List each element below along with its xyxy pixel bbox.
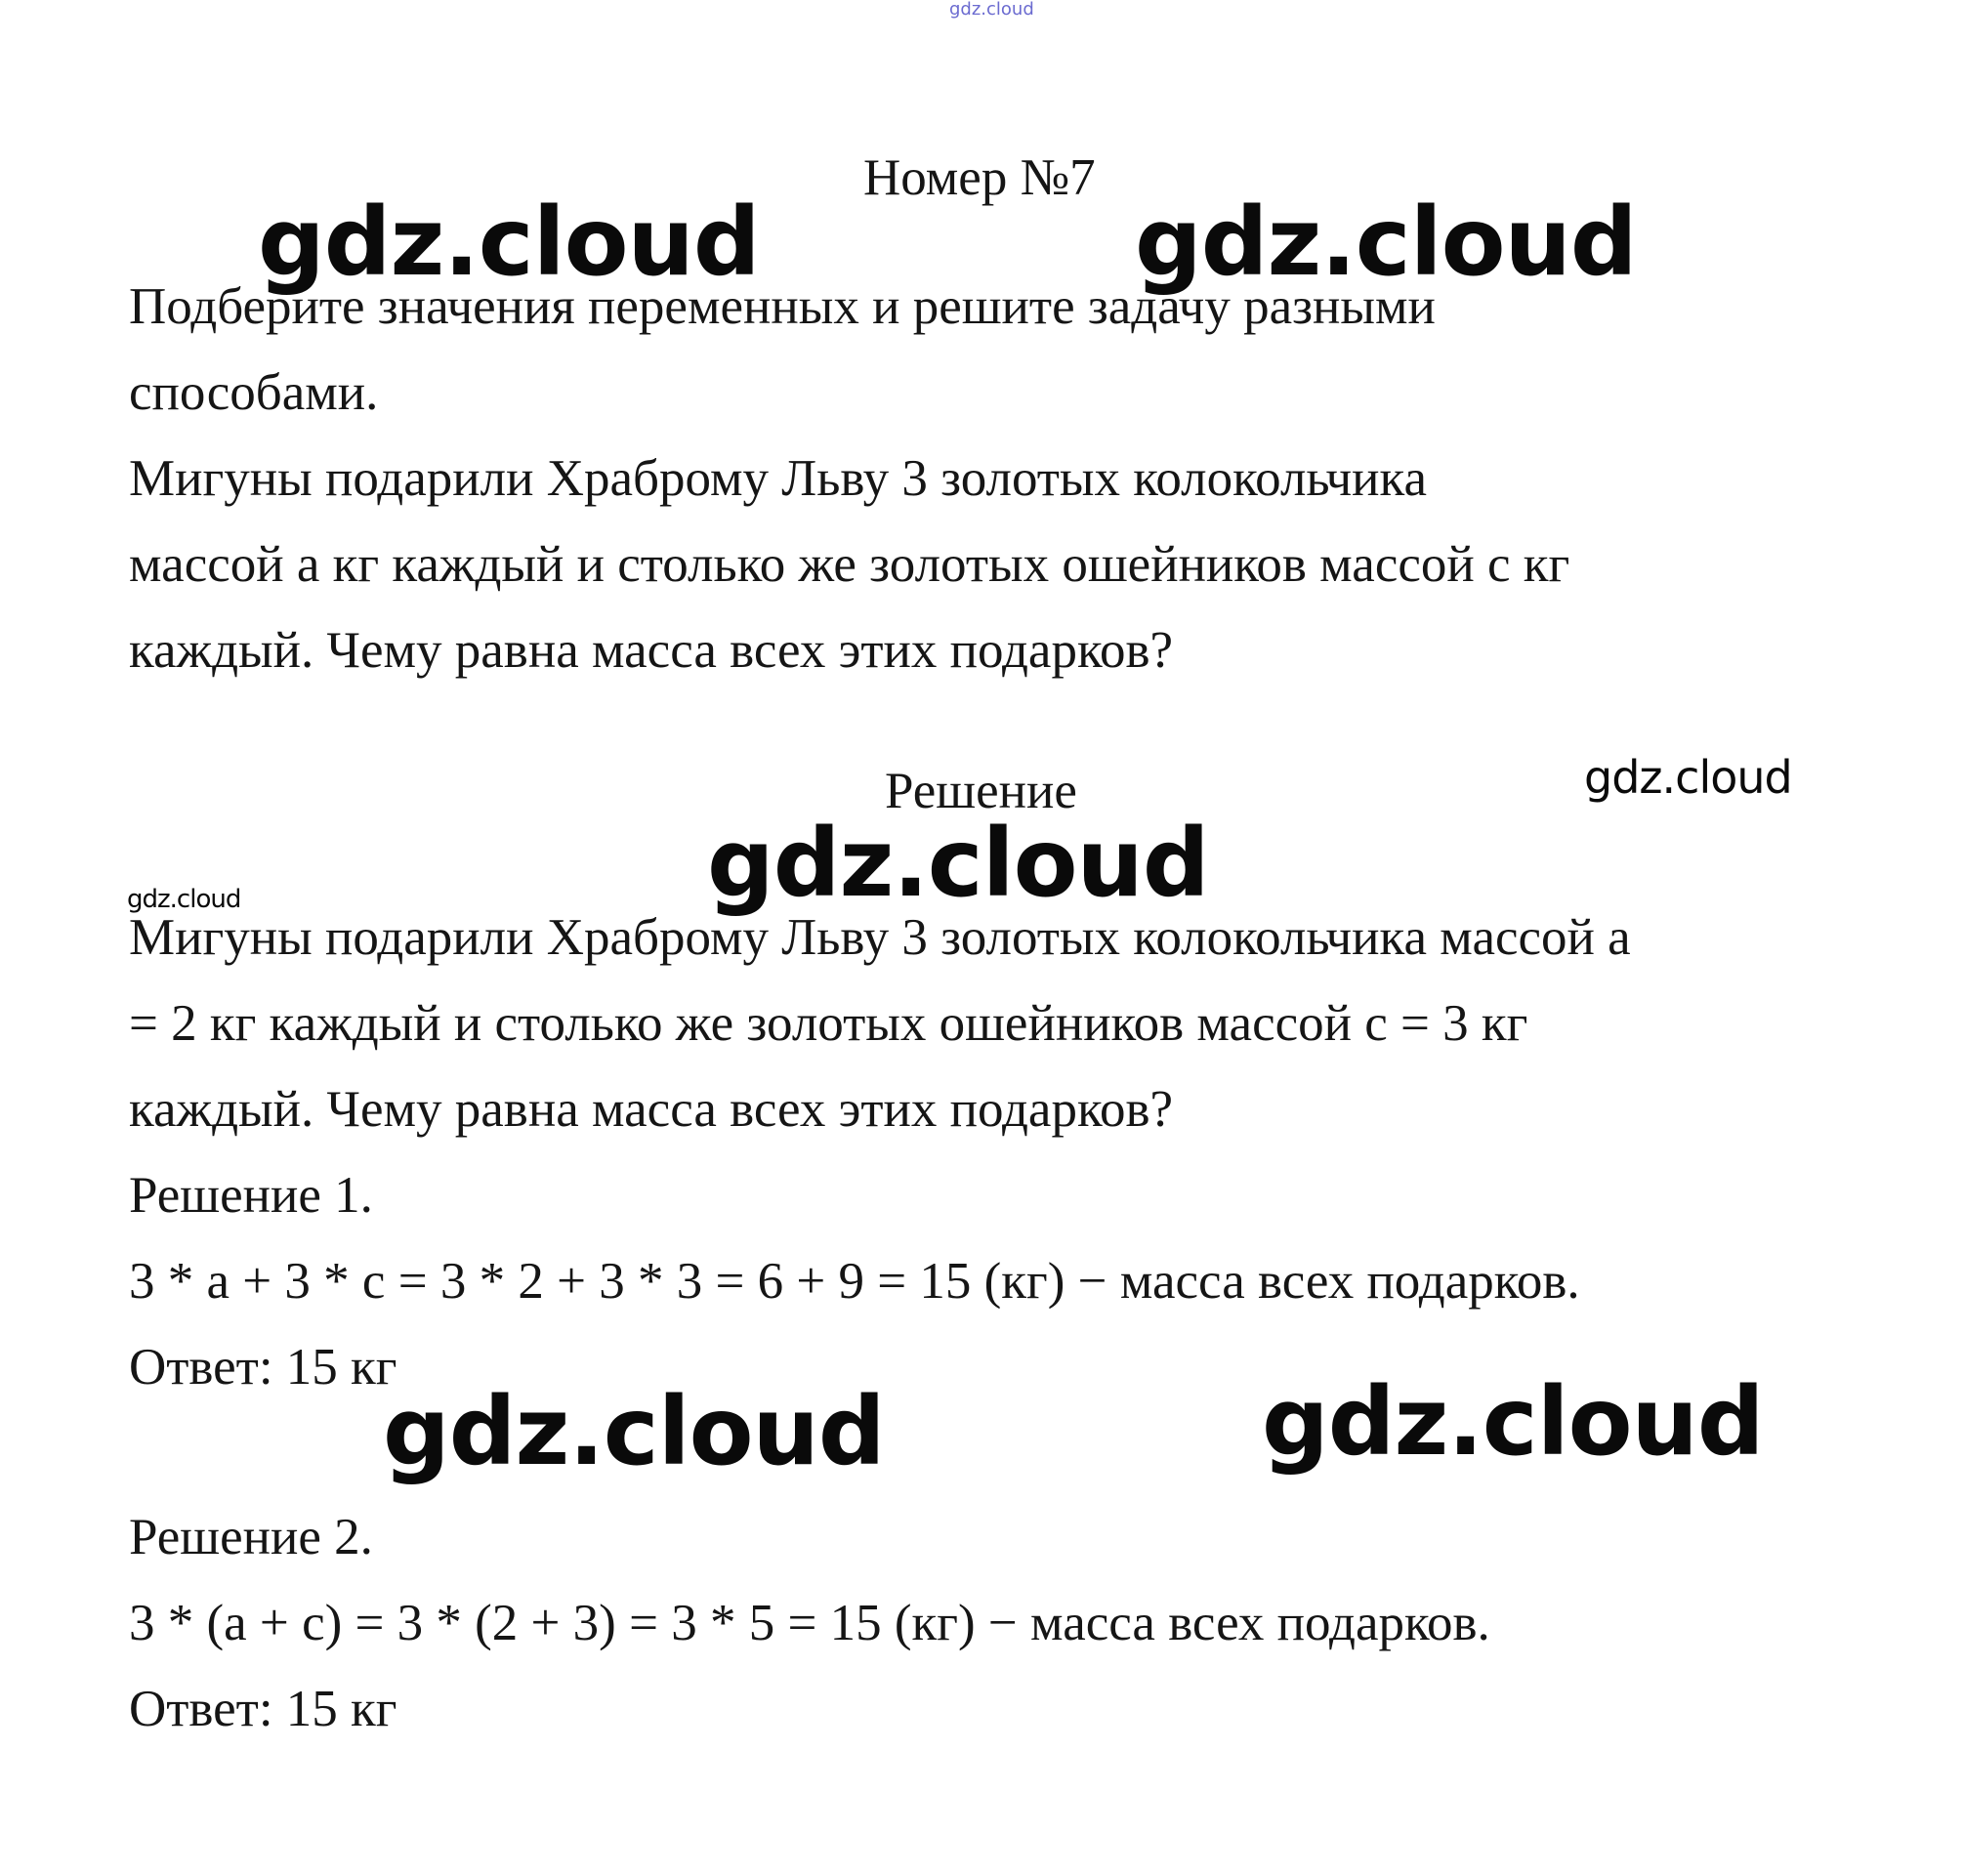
- solution-line: = 2 кг каждый и столько же золотых ошейников массой c = 3 кг: [129, 995, 1528, 1052]
- solution-line: Решение 1.: [129, 1167, 373, 1224]
- watermark: gdz.cloud: [1262, 1367, 1764, 1477]
- task-title: Номер №7: [863, 149, 1096, 206]
- watermark: gdz.cloud: [383, 1377, 885, 1486]
- task-line: каждый. Чему равна масса всех этих подарков?: [129, 622, 1174, 679]
- solution-line: Ответ: 15 кг: [129, 1339, 397, 1396]
- task-line: способами.: [129, 364, 379, 421]
- watermark: gdz.cloud: [127, 885, 241, 914]
- watermark: gdz.cloud: [258, 188, 760, 297]
- solution-line: 3 * a + 3 * c = 3 * 2 + 3 * 3 = 6 + 9 = 15 (кг) − масса всех подарков.: [129, 1253, 1580, 1310]
- watermark: gdz.cloud: [707, 809, 1209, 918]
- solution-line: каждый. Чему равна масса всех этих подарков?: [129, 1081, 1174, 1138]
- watermark: gdz.cloud: [1135, 188, 1637, 297]
- solution-line: Решение 2.: [129, 1509, 373, 1565]
- solution-line: Мигуны подарили Храброму Льву 3 золотых колокольчика массой a: [129, 909, 1631, 966]
- task-line: Мигуны подарили Храброму Льву 3 золотых колокольчика: [129, 450, 1428, 507]
- watermark-top: gdz.cloud: [949, 0, 1034, 20]
- watermark: gdz.cloud: [1584, 751, 1792, 804]
- task-line: Подберите значения переменных и решите задачу разными: [129, 278, 1436, 335]
- solution-line: Ответ: 15 кг: [129, 1681, 397, 1737]
- task-line: массой a кг каждый и столько же золотых ошейников массой c кг: [129, 536, 1570, 593]
- solution-line: 3 * (a + c) = 3 * (2 + 3) = 3 * 5 = 15 (кг) − масса всех подарков.: [129, 1595, 1490, 1651]
- solution-heading: Решение: [885, 763, 1077, 819]
